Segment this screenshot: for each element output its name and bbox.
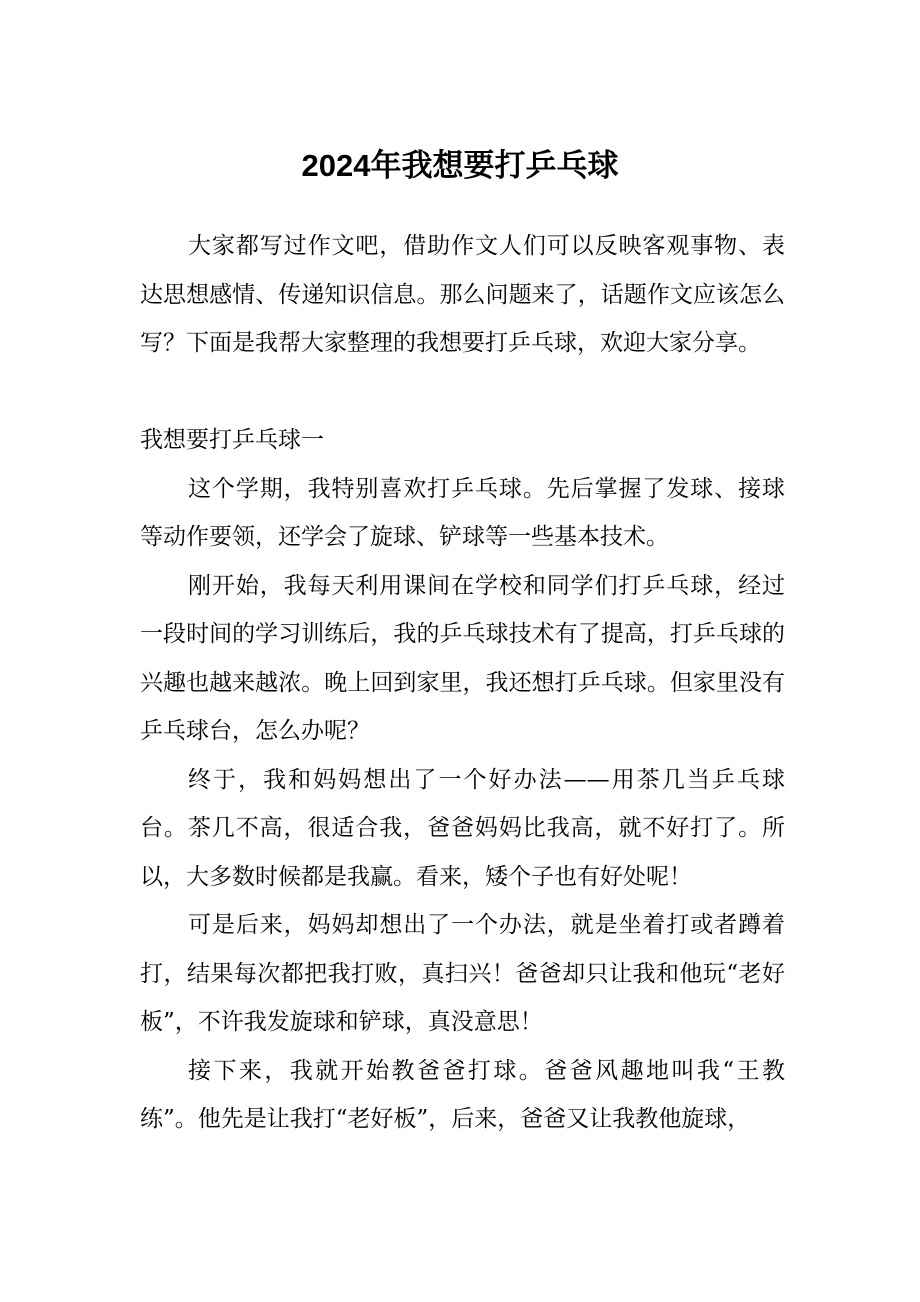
body-paragraph: 刚开始，我每天利用课间在学校和同学们打乒乓球，经过一段时间的学习训练后，我的乒乓球技术有了提高，打乒乓球的兴趣也越来越浓。晚上回到家里，我还想打乒乓球。但家里没有乒乓球台，怎么办呢？: [140, 572, 785, 744]
body-paragraph: 可是后来，妈妈却想出了一个办法，就是坐着打或者蹲着打，结果每次都把我打败，真扫兴！爸爸却只让我和他玩“老好板”，不许我发旋球和铲球，真没意思！: [140, 912, 785, 1035]
body-paragraph: 接下来，我就开始教爸爸打球。爸爸风趣地叫我“王教练”。他先是让我打“老好板”，后来，爸爸又让我教他旋球，: [140, 1057, 785, 1132]
section-heading: 我想要打乒乓球一: [140, 427, 324, 453]
document-title: 2024年我想要打乒乓球: [301, 148, 619, 183]
body-paragraph: 终于，我和妈妈想出了一个好办法——用茶几当乒乓球台。茶几不高，很适合我，爸爸妈妈比我高，就不好打了。所以，大多数时候都是我赢。看来，矮个子也有好处呢！: [140, 766, 785, 890]
body-paragraph: 这个学期，我特别喜欢打乒乓球。先后掌握了发球、接球等动作要领，还学会了旋球、铲球等一些基本技术。: [140, 475, 785, 550]
intro-paragraph: 大家都写过作文吧，借助作文人们可以反映客观事物、表达思想感情、传递知识信息。那么问题来了，话题作文应该怎么写？下面是我帮大家整理的我想要打乒乓球，欢迎大家分享。: [140, 233, 785, 356]
document-body: [140, 222, 785, 1144]
